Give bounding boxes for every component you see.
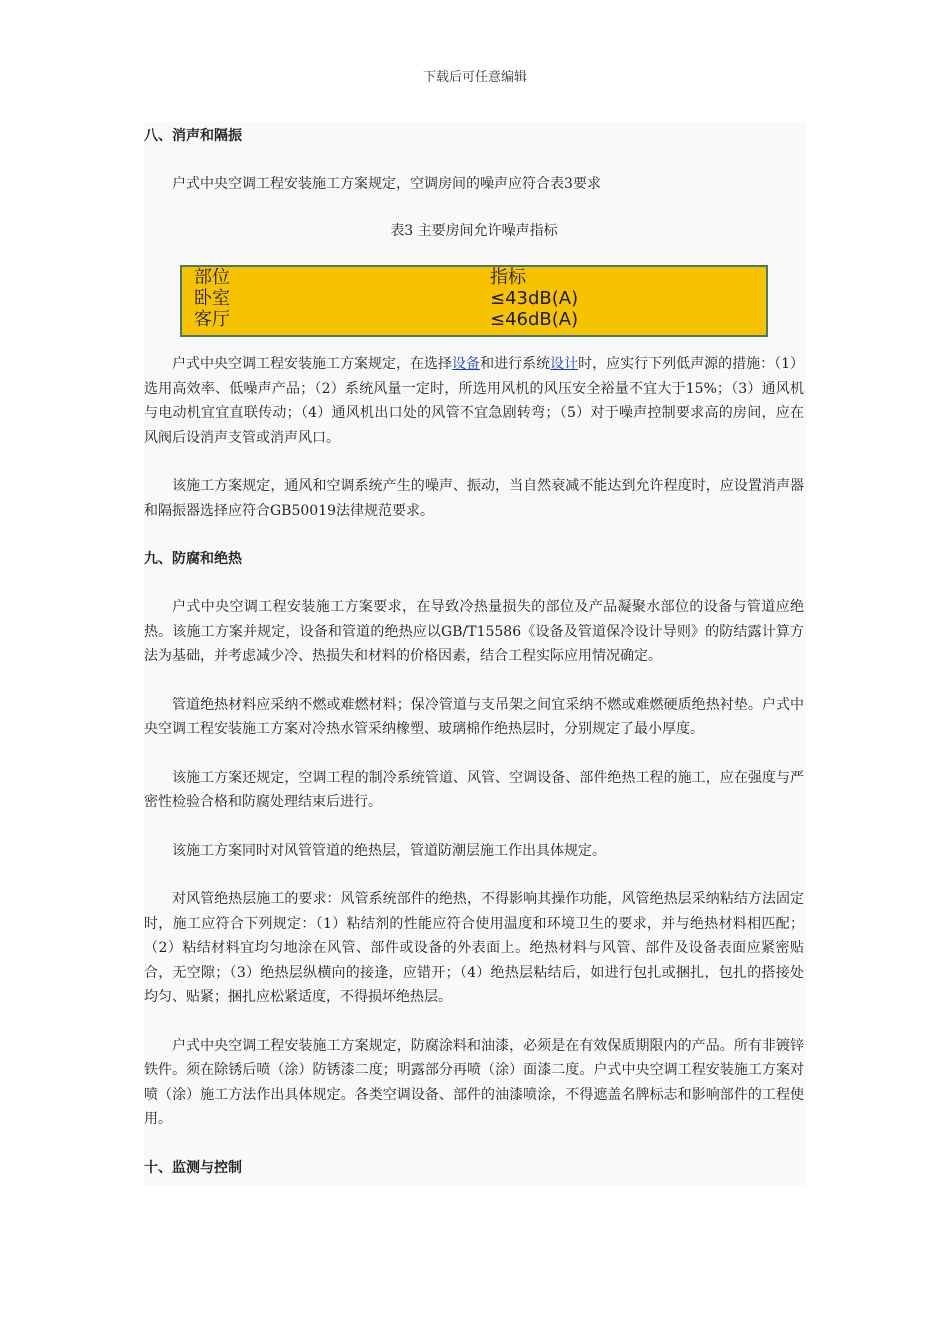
section-9-paragraph-2: 管道绝热材料应采纳不燃或难燃材料；保冷管道与支吊架之间宜采纳不燃或难燃硬质绝热衬垫。户式中央空调工程安装施工方案对冷热水管采纳橡塑、玻璃棉作绝热层时，分别规定了最小厚度。 xyxy=(144,696,804,737)
table-cell: 部位 xyxy=(194,267,230,288)
page-header: 下载后可任意编辑 xyxy=(422,70,527,85)
table-cell: ≤43dB(A) xyxy=(490,288,579,309)
link-equipment[interactable]: 设备 xyxy=(452,356,481,372)
table-row xyxy=(182,267,766,288)
section-8-paragraph-2 xyxy=(144,352,804,450)
section-9-paragraph-5: 对风管绝热层施工的要求：风管系统部件的绝热，不得影响其操作功能，风管绝热层采纳粘结方法固定时，施工应符合下列规定：（1）粘结剂的性能应符合使用温度和环境卫生的要求，并与绝热材料相匹配；（2）粘结材料宜均匀地涂在风管、部件或设备的外表面上。绝热材料与风管、部件及设备表面应紧密贴合，无空隙；（3）绝热层纵横向的接逢，应错开；（4）绝热层粘结后，如进行包扎或捆扎，包扎的搭接处均匀、贴紧；捆扎应松紧适度，不得损坏绝热层。 xyxy=(144,891,804,1005)
table-row xyxy=(182,309,766,330)
p2-text-a: 户式中央空调工程安装施工方案规定，在选择 xyxy=(172,356,453,372)
section-9-title: 九、防腐和绝热 xyxy=(144,551,242,567)
table-cell: 卧室 xyxy=(194,288,230,309)
link-design[interactable]: 设计 xyxy=(550,356,579,372)
table-caption: 表3 主要房间允许噪声指标 xyxy=(390,222,558,239)
table-row xyxy=(182,288,766,309)
section-9-paragraph-4: 该施工方案同时对风管管道的绝热层，管道防潮层施工作出具体规定。 xyxy=(172,842,606,859)
section-8-paragraph-1: 户式中央空调工程安装施工方案规定，空调房间的噪声应符合表3要求 xyxy=(172,176,601,192)
table-cell: 客厅 xyxy=(194,309,230,330)
section-8-title: 八、消声和隔振 xyxy=(144,128,242,144)
table-cell: ≤46dB(A) xyxy=(490,309,579,330)
section-9-paragraph-6: 户式中央空调工程安装施工方案规定，防腐涂料和油漆，必须是在有效保质期限内的产品。所有非镀锌铁件。须在除锈后喷（涂）防锈漆二度；明露部分再喷（涂）面漆二度。户式中央空调工程安装施工方案对喷（涂）施工方法作出具体规定。各类空调设备、部件的油漆喷涂，不得遮盖名牌标志和影响部件的工程使用。 xyxy=(144,1037,804,1127)
p2-text-b: 和进行系统 xyxy=(480,356,551,372)
table-cell: 指标 xyxy=(490,267,526,288)
section-10-title: 十、监测与控制 xyxy=(144,1159,242,1176)
noise-table xyxy=(180,265,768,337)
section-9-paragraph-3: 该施工方案还规定，空调工程的制冷系统管道、风管、空调设备、部件绝热工程的施工，应在强度与严密性检验合格和防腐处理结束后进行。 xyxy=(144,769,804,810)
section-9-paragraph-1: 户式中央空调工程安装施工方案要求，在导致冷热量损失的部位及产品凝聚水部位的设备与管道应绝热。该施工方案并规定，设备和管道的绝热应以GB/T15586《设备及管道保冷设计导则》的防结露计算方法为基础，并考虑减少冷、热损失和材料的价格因素，结合工程实际应用情况确定。 xyxy=(144,599,804,664)
section-8-paragraph-3: 该施工方案规定，通风和空调系统产生的噪声、振动，当自然衰减不能达到允许程度时，应设置消声器和隔振器选择应符合GB50019法律规范要求。 xyxy=(144,478,804,519)
p2-text-c: 时，应实行下列低声源的措施：（1）选用高效率、低噪声产品；（2）系统风量一定时，所选用风机的风压安全裕量不宜大于15%；（3）通风机与电动机宜宜直联传动；（4）通风机出口处的风管不宜急剧转弯；（5）对于噪声控制要求高的房间，应在风阀后设消声支管或消声风口。 xyxy=(144,356,805,446)
